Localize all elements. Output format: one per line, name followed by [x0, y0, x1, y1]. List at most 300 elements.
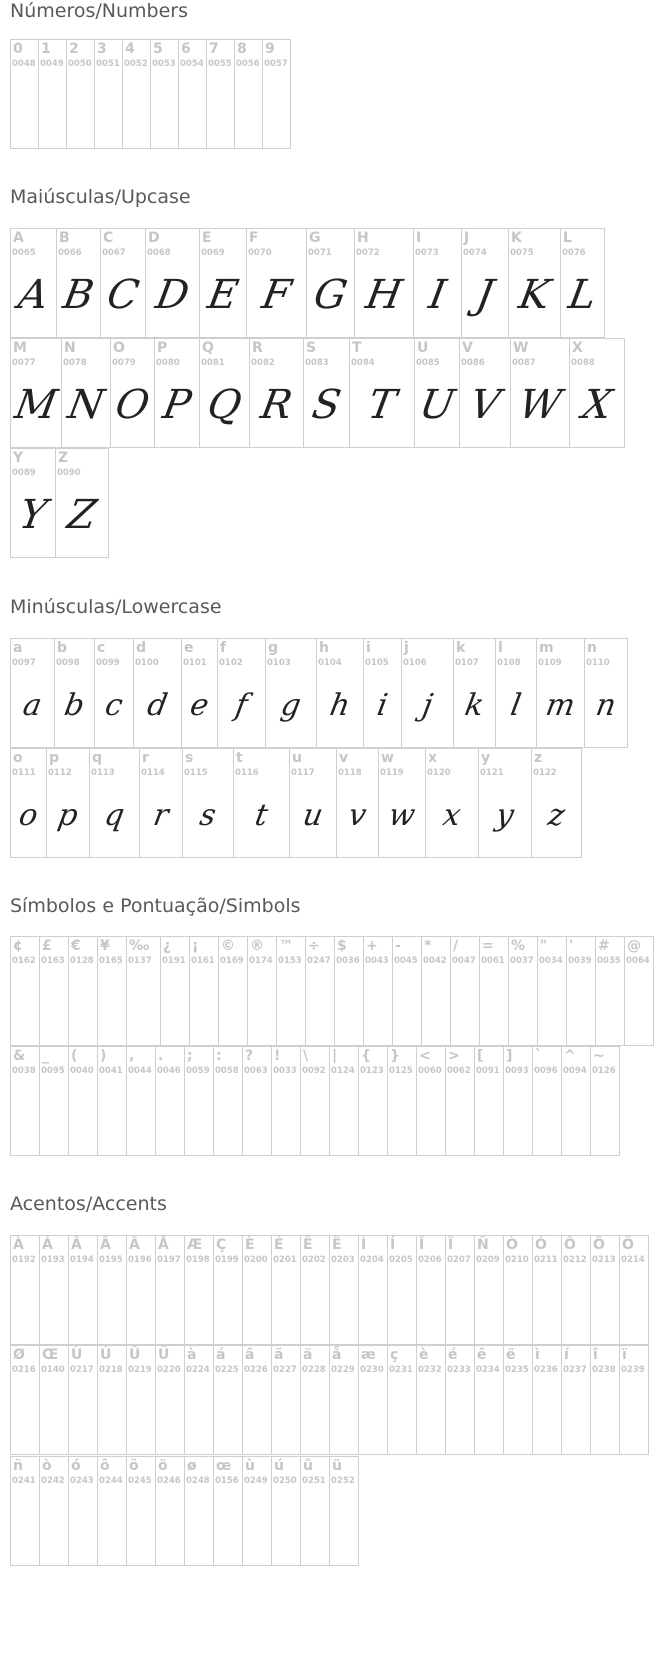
glyph-cell [97, 936, 127, 1046]
glyph-code-label: 0248 [186, 1476, 210, 1486]
glyph-character-label: Ø [13, 1347, 25, 1363]
glyph-cell [453, 638, 496, 748]
glyph-cell [68, 936, 98, 1046]
glyph-code-label: 0162 [12, 956, 36, 966]
glyph-sample: v [345, 797, 370, 833]
glyph-cell [590, 1046, 620, 1156]
glyph-cell [590, 1235, 620, 1345]
glyph-character-label: X [572, 340, 583, 356]
glyph-cell [265, 638, 317, 748]
glyph-character-label: Ë [332, 1237, 342, 1253]
glyph-grid-lowercase-row-1 [10, 638, 627, 748]
glyph-cell [10, 338, 62, 448]
glyph-code-label: 0078 [63, 358, 87, 368]
glyph-cell [206, 39, 235, 149]
glyph-code-label: 0112 [48, 768, 72, 778]
glyph-sample: x [440, 797, 464, 833]
glyph-cell [233, 748, 290, 858]
glyph-code-label: 0108 [497, 658, 521, 668]
glyph-code-label: 0088 [571, 358, 595, 368]
glyph-character-label: r [142, 750, 149, 766]
glyph-cell [97, 1235, 127, 1345]
glyph-character-label: Œ [42, 1347, 59, 1363]
glyph-code-label: 0066 [58, 248, 82, 258]
glyph-cell [126, 1046, 156, 1156]
glyph-sample: O [112, 382, 153, 428]
glyph-cell [217, 638, 266, 748]
glyph-code-label: 0040 [70, 1066, 94, 1076]
glyph-cell [178, 39, 207, 149]
glyph-character-label: ö [158, 1458, 168, 1474]
glyph-cell [155, 1345, 185, 1455]
glyph-character-label: Î [419, 1237, 425, 1253]
glyph-character-label: S [306, 340, 317, 356]
glyph-cell [154, 338, 200, 448]
glyph-character-label: ÷ [308, 938, 320, 954]
glyph-character-label: ~ [593, 1048, 605, 1064]
glyph-character-label: 2 [69, 41, 79, 57]
glyph-character-label: O [113, 340, 125, 356]
glyph-character-label: í [564, 1347, 569, 1363]
glyph-code-label: 0105 [365, 658, 389, 668]
glyph-code-label: 0101 [183, 658, 207, 668]
glyph-cell [336, 748, 379, 858]
glyph-code-label: 0125 [389, 1066, 413, 1076]
glyph-cell [503, 1235, 533, 1345]
glyph-cell [160, 936, 190, 1046]
glyph-cell [10, 39, 39, 149]
glyph-character-label: B [59, 230, 70, 246]
glyph-cell [387, 1046, 417, 1156]
glyph-code-label: 0228 [302, 1365, 326, 1375]
glyph-cell [508, 228, 561, 338]
glyph-character-label: U [417, 340, 429, 356]
glyph-character-label: k [456, 640, 466, 656]
glyph-cell [122, 39, 151, 149]
glyph-code-label: 0233 [447, 1365, 471, 1375]
glyph-code-label: 0230 [360, 1365, 384, 1375]
glyph-character-label: c [97, 640, 106, 656]
glyph-character-label: Y [13, 450, 24, 466]
glyph-grid-lowercase-row-2 [10, 748, 581, 858]
glyph-character-label: Ã [100, 1237, 111, 1253]
glyph-cell [510, 338, 570, 448]
glyph-character-label: ï [622, 1347, 627, 1363]
glyph-grid-accents-row-1 [10, 1235, 648, 1345]
glyph-character-label: u [292, 750, 302, 766]
glyph-character-label: Ê [303, 1237, 313, 1253]
glyph-character-label: R [252, 340, 263, 356]
glyph-sample: r [150, 797, 172, 833]
glyph-cell [126, 1456, 156, 1566]
glyph-cell [247, 936, 277, 1046]
glyph-code-label: 0069 [201, 248, 225, 258]
glyph-code-label: 0048 [12, 59, 36, 69]
glyph-sample: W [515, 382, 565, 428]
glyph-character-label: 5 [153, 41, 163, 57]
glyph-character-label: ù [245, 1458, 255, 1474]
glyph-character-label: M [13, 340, 27, 356]
glyph-code-label: 0114 [141, 768, 165, 778]
glyph-cell [182, 748, 234, 858]
glyph-cell [532, 1235, 562, 1345]
glyph-cell [46, 748, 90, 858]
glyph-character-label: p [49, 750, 60, 766]
glyph-character-label: õ [129, 1458, 139, 1474]
glyph-sample: E [204, 272, 242, 318]
glyph-cell [445, 1345, 475, 1455]
glyph-grid-upcase-row-3 [10, 448, 108, 558]
section-title-upcase: Maiúsculas/Upcase [10, 186, 191, 208]
glyph-cell [133, 638, 182, 748]
glyph-cell [300, 1345, 330, 1455]
glyph-code-label: 0165 [99, 956, 123, 966]
glyph-character-label: Ö [622, 1237, 634, 1253]
glyph-code-label: 0041 [99, 1066, 123, 1076]
glyph-character-label: É [274, 1237, 284, 1253]
glyph-cell [425, 748, 479, 858]
glyph-code-label: 0243 [70, 1476, 94, 1486]
glyph-sample: e [187, 687, 212, 723]
glyph-cell [184, 1235, 214, 1345]
glyph-character-label: Ô [564, 1237, 576, 1253]
glyph-cell [300, 1456, 330, 1566]
glyph-cell [503, 1345, 533, 1455]
glyph-character-label: F [249, 230, 259, 246]
glyph-character-label: A [13, 230, 24, 246]
glyph-cell [413, 228, 462, 338]
glyph-code-label: 0237 [563, 1365, 587, 1375]
glyph-sample: a [20, 687, 45, 723]
glyph-code-label: 0113 [91, 768, 115, 778]
glyph-character-label: { [361, 1048, 371, 1064]
glyph-cell [218, 936, 248, 1046]
glyph-code-label: 0081 [201, 358, 225, 368]
glyph-character-label: û [303, 1458, 313, 1474]
glyph-character-label: © [221, 938, 235, 954]
glyph-code-label: 0034 [539, 956, 563, 966]
glyph-cell [10, 228, 57, 338]
glyph-cell [39, 1235, 69, 1345]
glyph-character-label: Ï [448, 1237, 454, 1253]
glyph-character-label: ¿ [163, 938, 172, 954]
glyph-character-label: Z [58, 450, 69, 466]
glyph-code-label: 0140 [41, 1365, 65, 1375]
glyph-code-label: 0156 [215, 1476, 239, 1486]
glyph-code-label: 0117 [291, 768, 315, 778]
glyph-cell [97, 1456, 127, 1566]
glyph-character-label: V [462, 340, 473, 356]
glyph-character-label: [ [477, 1048, 484, 1064]
glyph-sample: w [386, 797, 418, 833]
glyph-character-label: o [13, 750, 23, 766]
glyph-sample: l [508, 687, 524, 723]
glyph-sample: q [101, 797, 128, 833]
glyph-character-label: } [390, 1048, 400, 1064]
glyph-code-label: 0050 [68, 59, 92, 69]
glyph-character-label: Ó [535, 1237, 547, 1253]
glyph-character-label: | [332, 1048, 338, 1064]
glyph-character-label: 4 [125, 41, 135, 57]
glyph-character-label: À [13, 1237, 24, 1253]
glyph-code-label: 0106 [403, 658, 427, 668]
glyph-cell [595, 936, 625, 1046]
glyph-cell [38, 39, 67, 149]
glyph-character-label: ¡ [192, 938, 199, 954]
glyph-code-label: 0207 [447, 1255, 471, 1265]
glyph-cell [334, 936, 364, 1046]
glyph-code-label: 0200 [244, 1255, 268, 1265]
glyph-code-label: 0236 [534, 1365, 558, 1375]
glyph-character-label: è [419, 1347, 429, 1363]
glyph-character-label: ë [506, 1347, 516, 1363]
glyph-cell [155, 1235, 185, 1345]
glyph-character-label: ú [274, 1458, 284, 1474]
glyph-cell [392, 936, 422, 1046]
glyph-grid-numbers [10, 39, 290, 149]
glyph-character-label: ò [42, 1458, 52, 1474]
glyph-code-label: 0211 [534, 1255, 558, 1265]
glyph-character-label: x [428, 750, 438, 766]
glyph-code-label: 0107 [455, 658, 479, 668]
glyph-code-label: 0214 [621, 1255, 645, 1265]
glyph-sample: G [310, 272, 351, 318]
glyph-code-label: 0249 [244, 1476, 268, 1486]
glyph-code-label: 0061 [481, 956, 505, 966]
glyph-code-label: 0054 [180, 59, 204, 69]
glyph-character-label: C [103, 230, 114, 246]
glyph-cell [459, 338, 511, 448]
glyph-sample: o [16, 797, 41, 833]
glyph-code-label: 0076 [562, 248, 586, 258]
glyph-code-label: 0052 [124, 59, 148, 69]
glyph-sample: c [102, 687, 126, 723]
glyph-sample: n [593, 687, 619, 723]
glyph-character-label: < [419, 1048, 431, 1064]
glyph-cell [271, 1046, 301, 1156]
glyph-character-label: 1 [41, 41, 51, 57]
glyph-character-label: j [404, 640, 409, 656]
glyph-code-label: 0235 [505, 1365, 529, 1375]
glyph-cell [97, 1345, 127, 1455]
glyph-cell [387, 1235, 417, 1345]
glyph-cell [68, 1046, 98, 1156]
glyph-cell [262, 39, 291, 149]
glyph-cell [150, 39, 179, 149]
glyph-cell [445, 1046, 475, 1156]
glyph-character-label: 0 [13, 41, 23, 57]
glyph-cell [10, 448, 56, 558]
glyph-grid-accents-row-3 [10, 1456, 358, 1566]
glyph-cell [184, 1345, 214, 1455]
glyph-cell [532, 1046, 562, 1156]
glyph-code-label: 0115 [184, 768, 208, 778]
glyph-cell [56, 228, 101, 338]
glyph-character-label: 6 [181, 41, 191, 57]
glyph-character-label: å [332, 1347, 342, 1363]
glyph-cell [329, 1235, 359, 1345]
glyph-cell [126, 936, 161, 1046]
glyph-code-label: 0059 [186, 1066, 210, 1076]
glyph-code-label: 0035 [597, 956, 621, 966]
glyph-code-label: 0199 [215, 1255, 239, 1265]
glyph-character-label: ä [303, 1347, 313, 1363]
glyph-character-label: q [92, 750, 103, 766]
glyph-character-label: Ì [361, 1237, 367, 1253]
glyph-grid-upcase-row-1 [10, 228, 604, 338]
glyph-code-label: 0128 [70, 956, 94, 966]
glyph-code-label: 0111 [12, 768, 36, 778]
glyph-sample: m [543, 687, 578, 723]
glyph-cell [536, 638, 585, 748]
glyph-character-label: $ [337, 938, 347, 954]
glyph-cell [39, 1345, 69, 1455]
glyph-cell [306, 228, 355, 338]
glyph-sample: R [257, 382, 296, 428]
glyph-code-label: 0169 [220, 956, 244, 966]
glyph-character-label: / [453, 938, 459, 954]
glyph-cell [155, 1046, 185, 1156]
glyph-code-label: 0055 [208, 59, 232, 69]
glyph-sample: B [59, 272, 98, 318]
glyph-character-label: 3 [97, 41, 107, 57]
glyph-code-label: 0239 [621, 1365, 645, 1375]
glyph-sample: P [159, 382, 195, 428]
glyph-character-label: N [64, 340, 76, 356]
glyph-code-label: 0191 [162, 956, 186, 966]
glyph-code-label: 0103 [267, 658, 291, 668]
glyph-code-label: 0099 [96, 658, 120, 668]
glyph-cell [10, 748, 47, 858]
glyph-code-label: 0084 [351, 358, 375, 368]
glyph-cell [100, 228, 146, 338]
glyph-code-label: 0250 [273, 1476, 297, 1486]
glyph-character-label: > [448, 1048, 460, 1064]
glyph-cell [271, 1235, 301, 1345]
glyph-character-label: ) [100, 1048, 107, 1064]
glyph-character-label: : [216, 1048, 222, 1064]
glyph-cell [271, 1456, 301, 1566]
glyph-character-label: € [71, 938, 81, 954]
glyph-cell [189, 936, 219, 1046]
glyph-code-label: 0204 [360, 1255, 384, 1265]
glyph-cell [537, 936, 567, 1046]
glyph-character-label: ô [100, 1458, 110, 1474]
glyph-character-label: = [482, 938, 494, 954]
glyph-character-label: # [598, 938, 610, 954]
glyph-sample: M [11, 382, 61, 428]
glyph-code-label: 0109 [538, 658, 562, 668]
glyph-code-label: 0124 [331, 1066, 355, 1076]
glyph-cell [474, 1046, 504, 1156]
glyph-character-label: @ [627, 938, 641, 954]
glyph-character-label: Ç [216, 1237, 227, 1253]
glyph-cell [358, 1046, 388, 1156]
glyph-code-label: 0067 [102, 248, 126, 258]
glyph-cell [561, 1345, 591, 1455]
glyph-character-label: Í [390, 1237, 396, 1253]
glyph-character-label: , [129, 1048, 135, 1064]
glyph-cell [300, 1235, 330, 1345]
glyph-character-label: é [448, 1347, 458, 1363]
glyph-cell [561, 1046, 591, 1156]
glyph-sample: k [462, 687, 487, 723]
glyph-code-label: 0224 [186, 1365, 210, 1375]
glyph-character-label: e [184, 640, 194, 656]
glyph-code-label: 0227 [273, 1365, 297, 1375]
glyph-code-label: 0094 [563, 1066, 587, 1076]
glyph-character-label: H [357, 230, 369, 246]
glyph-cell [532, 1345, 562, 1455]
glyph-cell [54, 638, 95, 748]
glyph-cell [508, 936, 538, 1046]
glyph-sample: b [61, 687, 88, 723]
glyph-code-label: 0193 [41, 1255, 65, 1265]
glyph-code-label: 0198 [186, 1255, 210, 1265]
section-title-symbols: Símbolos e Pontuação/Simbols [10, 895, 301, 917]
glyph-cell [416, 1046, 446, 1156]
glyph-code-label: 0195 [99, 1255, 123, 1265]
glyph-code-label: 0073 [415, 248, 439, 258]
glyph-code-label: 0074 [463, 248, 487, 258]
glyph-character-label: î [593, 1347, 598, 1363]
glyph-cell [363, 936, 393, 1046]
glyph-character-label: ® [250, 938, 264, 954]
glyph-character-label: Û [129, 1347, 141, 1363]
glyph-character-label: G [309, 230, 321, 246]
glyph-sample: h [327, 687, 353, 723]
glyph-character-label: œ [216, 1458, 232, 1474]
glyph-character-label: Å [158, 1237, 169, 1253]
glyph-code-label: 0056 [236, 59, 260, 69]
glyph-code-label: 0104 [318, 658, 342, 668]
glyph-cell [300, 1046, 330, 1156]
glyph-code-label: 0071 [308, 248, 332, 258]
glyph-character-label: ! [274, 1048, 281, 1064]
glyph-character-label: Ä [129, 1237, 140, 1253]
glyph-code-label: 0079 [112, 358, 136, 368]
glyph-cell [358, 1235, 388, 1345]
glyph-code-label: 0137 [128, 956, 152, 966]
glyph-character-label: - [395, 938, 401, 954]
glyph-character-label: l [498, 640, 503, 656]
glyph-character-label: ç [390, 1347, 399, 1363]
glyph-cell [94, 39, 123, 149]
glyph-code-label: 0083 [305, 358, 329, 368]
glyph-cell [560, 228, 605, 338]
glyph-character-label: n [587, 640, 597, 656]
glyph-code-label: 0202 [302, 1255, 326, 1265]
glyph-sample: K [515, 272, 554, 318]
glyph-code-label: 0205 [389, 1255, 413, 1265]
glyph-code-label: 0212 [563, 1255, 587, 1265]
glyph-character-label: " [540, 938, 548, 954]
glyph-code-label: 0043 [365, 956, 389, 966]
glyph-sample: Q [204, 382, 245, 428]
glyph-cell [531, 748, 582, 858]
glyph-sample: f [232, 687, 251, 723]
glyph-cell [10, 1456, 40, 1566]
glyph-sample: J [472, 272, 498, 318]
glyph-character-label: Ù [71, 1347, 83, 1363]
glyph-character-label: L [563, 230, 572, 246]
glyph-code-label: 0063 [244, 1066, 268, 1076]
glyph-code-label: 0213 [592, 1255, 616, 1265]
glyph-character-label: a [13, 640, 23, 656]
glyph-sample: s [197, 797, 219, 833]
glyph-code-label: 0116 [235, 768, 259, 778]
glyph-code-label: 0246 [157, 1476, 181, 1486]
